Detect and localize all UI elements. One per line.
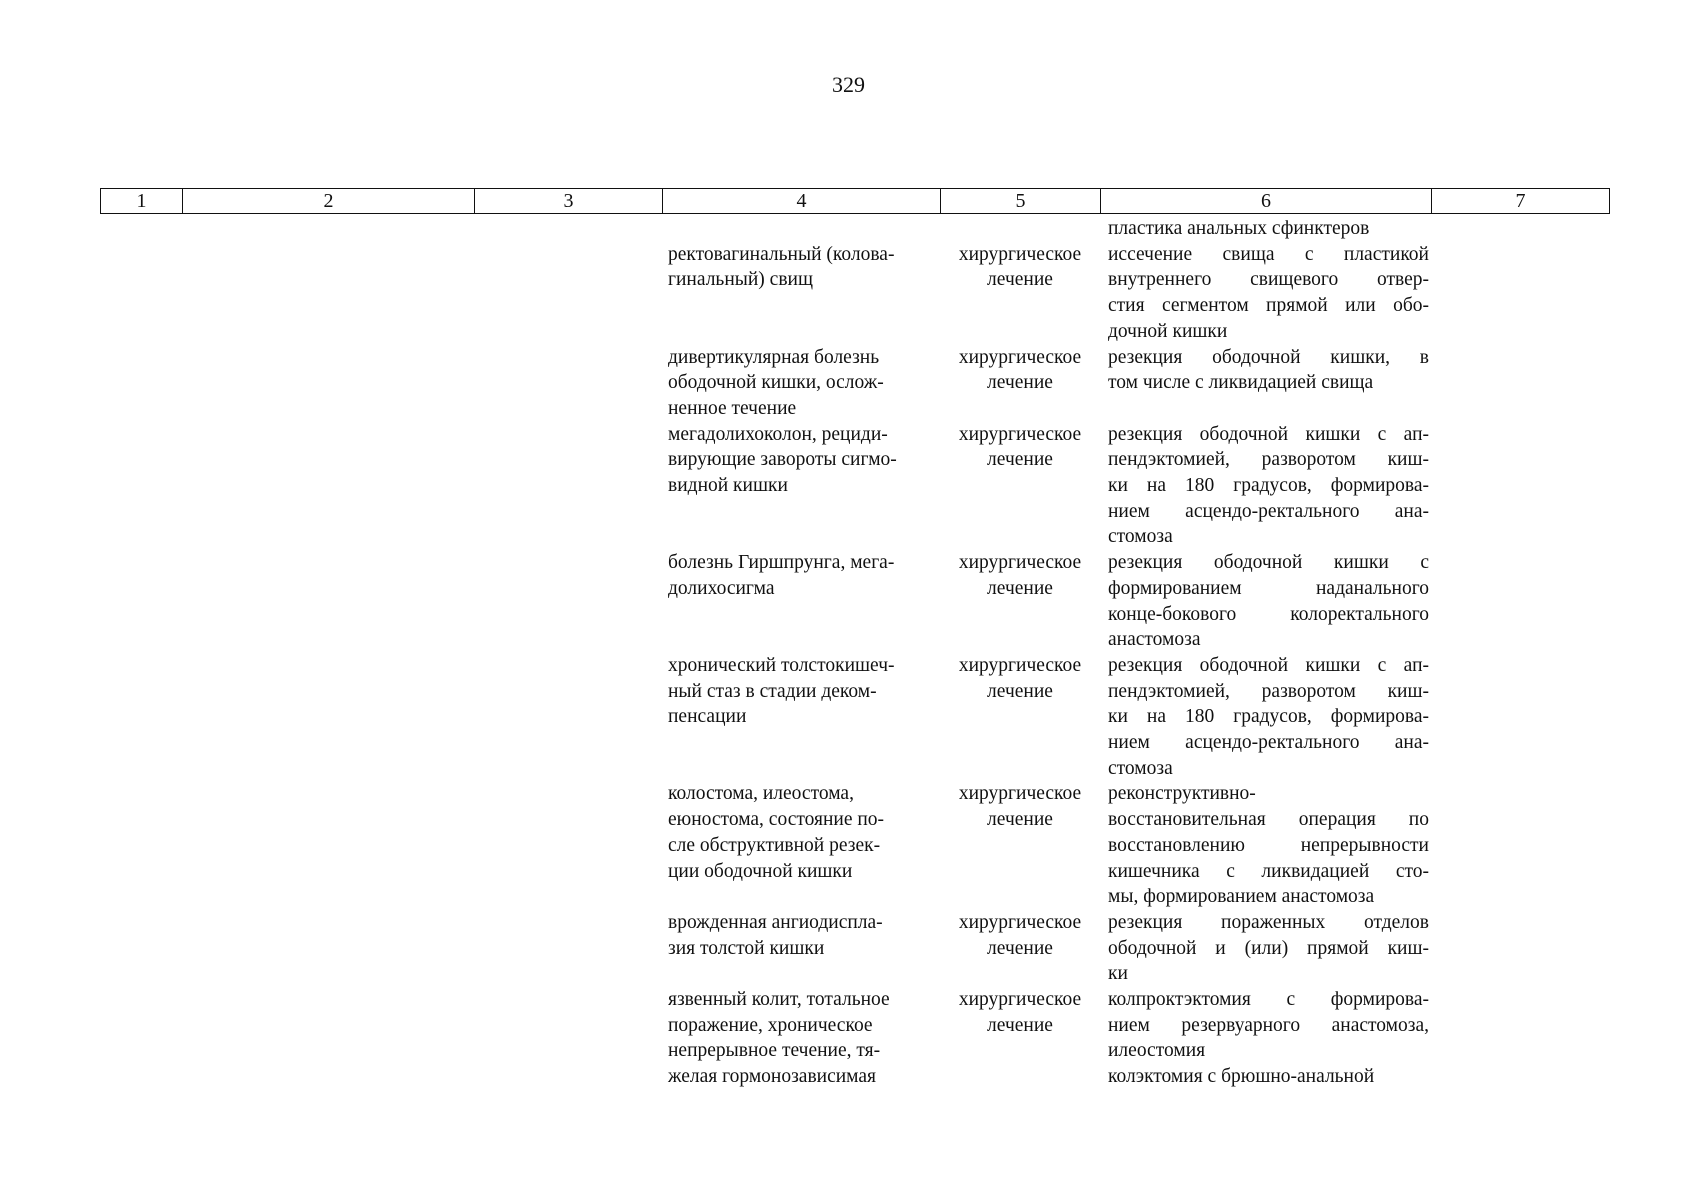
diagnosis-cell: [668, 345, 938, 422]
column-number-3: 3: [475, 189, 663, 214]
diagnosis-cell-line: поражение, хроническое: [668, 1014, 873, 1036]
treatment-cell: [945, 422, 1095, 473]
method-cell-line: резекция ободочной кишки с ап-: [1108, 654, 1429, 676]
diagnosis-cell-line: видной кишки: [668, 475, 788, 496]
diagnosis-cell-line: гинальный) свищ: [668, 269, 813, 291]
method-cell-line: стомоза: [1108, 757, 1173, 779]
method-cell-line: формированием наданального: [1108, 577, 1429, 599]
diagnosis-cell-line: зия толстой кишки: [668, 937, 825, 959]
treatment-cell-line: хирургическое: [958, 423, 1082, 445]
diagnosis-cell: [668, 242, 938, 293]
method-cell-line: ки: [1108, 963, 1128, 985]
treatment-cell-line: хирургическое: [958, 911, 1082, 933]
method-cell-line: пластика анальных сфинктеров: [1108, 218, 1370, 239]
diagnosis-cell-line: ректовагинальный (колова-: [668, 243, 895, 265]
column-number-7: 7: [1432, 189, 1610, 214]
diagnosis-cell-line: врожденная ангиодиспла-: [668, 911, 883, 933]
method-cell-line: нием асцендо-ректального ана-: [1108, 732, 1429, 753]
method-cell-line: ки на 180 градусов, формирова-: [1108, 706, 1429, 728]
diagnosis-cell: [668, 550, 938, 601]
method-cell-line: внутреннего свищевого отвер-: [1108, 269, 1429, 291]
treatment-cell: [945, 242, 1095, 293]
treatment-cell-line: лечение: [987, 372, 1053, 394]
diagnosis-cell-line: ненное течение: [668, 397, 797, 419]
treatment-cell-line: лечение: [987, 449, 1053, 471]
diagnosis-cell-line: желая гормонозависимая: [668, 1066, 877, 1088]
diagnosis-cell-line: колостома, илеостома,: [668, 783, 854, 805]
method-cell-line: резекция ободочной кишки с: [1108, 552, 1429, 574]
method-cell: [1108, 550, 1429, 653]
method-cell-line: нием резервуарного анастомоза,: [1108, 1014, 1429, 1036]
diagnosis-cell: [668, 781, 938, 884]
method-cell-line: дочной кишки: [1108, 320, 1228, 342]
column-number-5: 5: [941, 189, 1101, 214]
method-cell-line: нием асцендо-ректального ана-: [1108, 500, 1429, 522]
diagnosis-cell-line: долихосигма: [668, 577, 775, 599]
diagnosis-cell: [668, 422, 938, 499]
method-cell-line: кишечника с ликвидацией сто-: [1108, 860, 1429, 882]
treatment-cell: [945, 345, 1095, 396]
column-number-6: 6: [1101, 189, 1432, 214]
diagnosis-cell: [668, 987, 938, 1090]
method-cell-line: ки на 180 градусов, формирова-: [1108, 475, 1429, 496]
diagnosis-cell-line: ции ободочной кишки: [668, 860, 853, 882]
method-cell-line: резекция ободочной кишки, в: [1108, 346, 1429, 368]
method-cell-line: резекция пораженных отделов: [1108, 911, 1429, 933]
treatment-cell-line: хирургическое: [958, 989, 1082, 1010]
column-number-4: 4: [663, 189, 941, 214]
page-number: 329: [832, 72, 865, 97]
treatment-cell: [945, 987, 1095, 1038]
method-cell-line: стомоза: [1108, 526, 1173, 548]
method-cell-line: резекция ободочной кишки с ап-: [1108, 423, 1429, 445]
treatment-cell-line: хирургическое: [958, 654, 1082, 676]
method-cell: [1108, 242, 1429, 345]
diagnosis-cell-line: еюностома, состояние по-: [668, 809, 885, 831]
treatment-cell-line: лечение: [987, 809, 1053, 831]
diagnosis-cell-line: хронический толстокишеч-: [668, 654, 895, 676]
method-cell-line: ободочной и (или) прямой киш-: [1108, 937, 1429, 959]
method-cell: [1108, 781, 1429, 910]
method-cell-line: восстановительная операция по: [1108, 809, 1429, 831]
diagnosis-cell-line: непрерывное течение, тя-: [668, 1040, 881, 1062]
diagnosis-cell-line: дивертикулярная болезнь: [668, 346, 880, 368]
treatment-cell: [945, 910, 1095, 961]
method-cell: [1108, 216, 1429, 242]
column-number-row: [101, 189, 1610, 214]
method-cell: [1108, 345, 1429, 396]
treatment-cell: [945, 550, 1095, 601]
treatment-cell-line: лечение: [987, 937, 1053, 959]
method-cell-line: том числе с ликвидацией свища: [1108, 372, 1374, 394]
column-header-table: [100, 188, 1610, 214]
diagnosis-cell-line: болезнь Гиршпрунга, мега-: [668, 552, 895, 574]
diagnosis-cell-line: пенсации: [668, 706, 747, 728]
method-cell: [1108, 987, 1429, 1090]
diagnosis-cell-line: вирующие завороты сигмо-: [668, 449, 897, 471]
method-cell-line: илеостомия: [1108, 1040, 1206, 1062]
treatment-cell-line: хирургическое: [958, 243, 1082, 265]
method-cell-line: стия сегментом прямой или обо-: [1108, 295, 1429, 317]
method-cell-line: колэктомия с брюшно-анальной: [1108, 1066, 1375, 1088]
treatment-cell-line: лечение: [987, 577, 1053, 599]
method-cell-line: иссечение свища с пластикой: [1108, 243, 1429, 265]
method-cell-line: пендэктомией, разворотом киш-: [1108, 680, 1429, 702]
method-cell-line: анастомоза: [1108, 629, 1201, 651]
diagnosis-cell-line: язвенный колит, тотальное: [668, 989, 890, 1010]
treatment-cell-line: хирургическое: [958, 346, 1082, 368]
diagnosis-cell: [668, 910, 938, 961]
method-cell-line: восстановлению непрерывности: [1108, 834, 1429, 856]
column-number-2: 2: [183, 189, 475, 214]
diagnosis-cell-line: мегадолихоколон, рециди-: [668, 423, 888, 445]
method-cell: [1108, 653, 1429, 782]
treatment-cell-line: лечение: [987, 1014, 1053, 1036]
method-cell-line: реконструктивно-: [1108, 783, 1256, 805]
treatment-cell: [945, 653, 1095, 704]
column-number-1: 1: [101, 189, 183, 214]
diagnosis-cell-line: сле обструктивной резек-: [668, 834, 881, 856]
diagnosis-cell-line: ный стаз в стадии деком-: [668, 680, 877, 702]
diagnosis-cell-line: ободочной кишки, ослож-: [668, 372, 884, 394]
method-cell-line: пендэктомией, разворотом киш-: [1108, 449, 1429, 471]
treatment-cell-line: лечение: [987, 680, 1053, 702]
treatment-cell-line: хирургическое: [958, 783, 1082, 805]
method-cell: [1108, 910, 1429, 987]
method-cell: [1108, 422, 1429, 551]
treatment-cell-line: хирургическое: [958, 552, 1082, 574]
treatment-cell-line: лечение: [987, 269, 1053, 291]
method-cell-line: мы, формированием анастомоза: [1108, 886, 1375, 908]
treatment-cell: [945, 781, 1095, 832]
method-cell-line: колпроктэктомия с формирова-: [1108, 989, 1429, 1010]
method-cell-line: конце-бокового колоректального: [1108, 603, 1429, 625]
diagnosis-cell: [668, 653, 938, 730]
